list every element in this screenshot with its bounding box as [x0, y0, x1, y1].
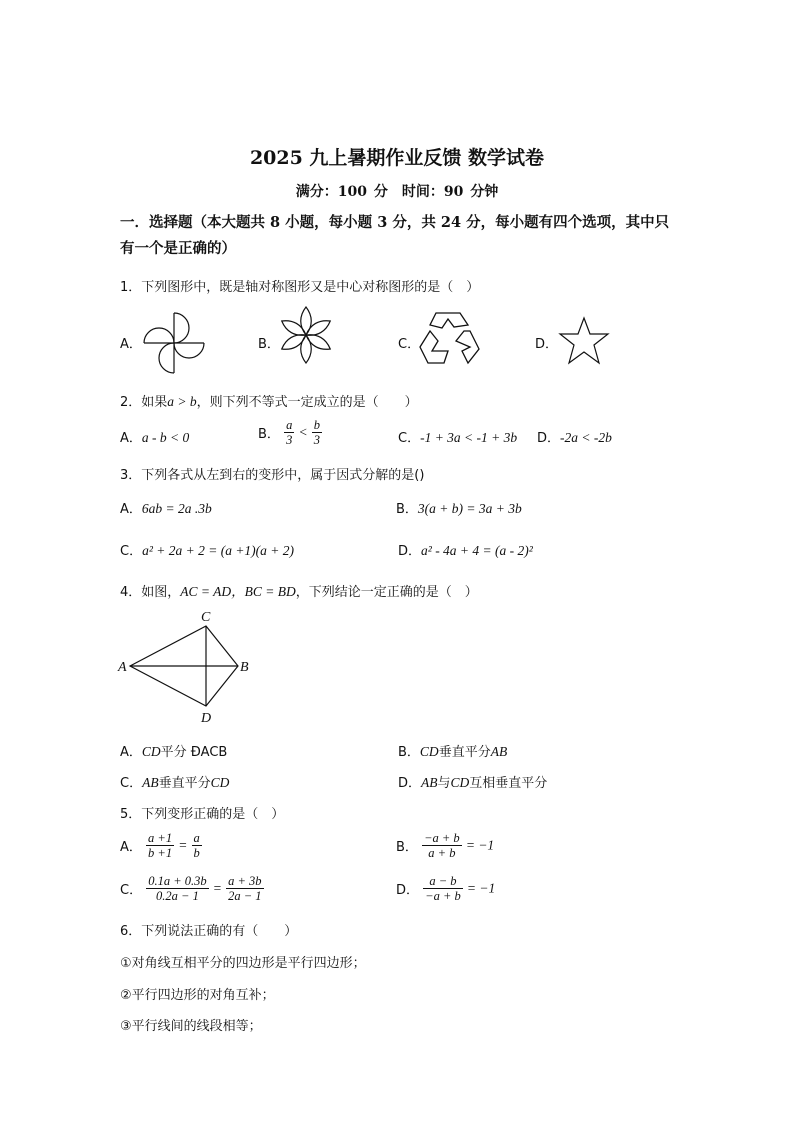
q4-option-d — [398, 772, 547, 791]
q3-option-b-expr: 3(a + b) = 3a + 3b — [417, 501, 522, 516]
q4-option-a — [120, 741, 227, 760]
q2-option-c — [398, 427, 517, 446]
q2-option-b-frac-1: $\frac{a}{3}$ — [286, 418, 293, 447]
q3-option-d — [398, 540, 533, 559]
q5-option-b-rhs: = −1 — [465, 837, 495, 853]
q4-option-d-text: 与 — [437, 776, 451, 791]
page-subtitle: 满分：100 分 时间：90 分钟 — [295, 184, 499, 200]
q4-option-c — [120, 772, 229, 791]
q5-option-b-frac: $\frac{-a + b}{a + b}$ — [424, 831, 460, 860]
q5-option-b — [396, 831, 494, 860]
q4-option-d-math: AB — [421, 775, 438, 790]
q5-option-c — [120, 874, 264, 903]
q4-option-b-math2: AB — [490, 744, 508, 759]
q4-option-a-math: CD — [141, 744, 161, 759]
q4-option-b-text: 垂直平分 — [438, 745, 491, 760]
q2-stem-suffix: ，则下列不等式一定成立的是（ ） — [196, 395, 418, 410]
q4-option-c-math: AB — [142, 775, 159, 790]
q6-statement-3: ③平行线间的线段相等； — [120, 1019, 262, 1034]
q5-option-a-label: A． — [120, 840, 142, 855]
q2-condition: a > b — [167, 394, 197, 409]
point-c-label: C — [201, 610, 211, 625]
q4-option-c-math2: CD — [210, 775, 230, 790]
q2-option-d-label: D． — [537, 431, 561, 446]
q2-option-d — [537, 427, 612, 446]
q2-option-a-expr: a - b < 0 — [141, 430, 190, 445]
point-a-label: A — [118, 660, 127, 675]
q6-statement-1: ①对角线互相平分的四边形是平行四边形； — [120, 956, 366, 971]
q3-option-d-expr: a² - 4a + 4 = (a - 2)² — [421, 543, 533, 558]
question-6-stem: 6．下列说法正确的有（ ） — [120, 924, 298, 939]
q5-option-c-label: C． — [120, 883, 143, 898]
question-3-stem: 3．下列各式从左到右的变形中，属于因式分解的是() — [120, 468, 425, 483]
q5-option-a-frac-1: $\frac{a +1}{b +1}$ — [148, 831, 173, 860]
q5-option-a-frac-2: $\frac{a}{b}$ — [193, 831, 200, 860]
q1-option-d-label: D． — [535, 337, 559, 352]
q4-option-d-label: D． — [398, 776, 422, 791]
q4-condition: AC = AD，BC = BD — [180, 584, 296, 599]
question-1-stem: 1．下列图形中，既是轴对称图形又是中心对称图形的是（ ） — [120, 280, 480, 295]
q1-option-c-label: C． — [398, 337, 421, 352]
q2-option-d-expr: -2a < -2b — [560, 430, 612, 445]
q5-option-d-label: D． — [396, 883, 420, 898]
q4-option-a-label: A． — [120, 745, 142, 760]
recycle-triangle-icon — [418, 311, 480, 367]
q5-option-c-equals: = — [212, 880, 222, 896]
q5-option-b-label: B． — [396, 840, 418, 855]
q2-option-c-expr: -1 + 3a < -1 + 3b — [420, 430, 518, 445]
kite-geometry-figure — [116, 608, 256, 726]
q4-option-a-text: 平分 ÐACB — [160, 745, 228, 760]
q4-option-d-math2: CD — [450, 775, 470, 790]
q5-option-d — [396, 874, 495, 903]
question-4-stem — [120, 580, 478, 600]
q3-option-c — [120, 540, 294, 559]
point-b-label: B — [240, 660, 249, 675]
q4-option-b — [398, 741, 507, 760]
q5-option-d-rhs: = −1 — [466, 880, 496, 896]
q4-option-d-text2: 互相垂直平分 — [469, 776, 548, 791]
q3-option-a-expr: 6ab = 2a .3b — [141, 501, 212, 516]
q2-stem-prefix: 2．如果 — [120, 395, 168, 410]
q4-option-b-label: B． — [398, 745, 420, 760]
q3-option-c-label: C． — [120, 544, 143, 559]
q6-statement-2: ②平行四边形的对角互补； — [120, 988, 275, 1003]
q2-option-b — [258, 418, 322, 447]
q3-option-a — [120, 498, 212, 517]
question-2-stem — [120, 391, 418, 410]
q5-option-c-frac-2: $\frac{a + 3b}{2a - 1}$ — [228, 874, 262, 903]
q3-option-b-label: B． — [396, 502, 418, 517]
q3-option-d-label: D． — [398, 544, 422, 559]
q3-option-b — [396, 498, 522, 517]
q2-option-a — [120, 427, 189, 446]
q5-option-a — [120, 831, 202, 860]
q5-option-c-frac-1: $\frac{0.1a + 0.3b}{0.2a - 1}$ — [148, 874, 207, 903]
q5-option-a-equals: = — [178, 837, 188, 853]
q5-option-d-frac: $\frac{a - b}{-a + b}$ — [425, 874, 461, 903]
page-title: 2025 九上暑期作业反馈 数学试卷 — [249, 147, 545, 169]
q2-option-c-label: C． — [398, 431, 421, 446]
q4-option-c-text: 垂直平分 — [158, 776, 211, 791]
q3-option-c-expr: a² + 2a + 2 = (a +1)(a + 2) — [142, 543, 295, 558]
q2-option-b-operator: < — [298, 424, 308, 440]
section-heading: 一．选择题（本大题共 8 小题，每小题 3 分，共 24 分，每小题有四个选项，其中只有一个是正确的） — [120, 214, 670, 257]
q4-option-b-math: CD — [419, 744, 439, 759]
six-petal-flower-icon — [276, 305, 336, 365]
q4-option-c-label: C． — [120, 776, 143, 791]
q3-option-a-label: A． — [120, 502, 142, 517]
q2-option-a-label: A． — [120, 431, 142, 446]
q2-option-b-label: B． — [258, 427, 280, 442]
point-d-label: D — [201, 711, 212, 726]
q2-option-b-frac-2: $\frac{b}{3}$ — [313, 418, 320, 447]
q4-stem-prefix: 4．如图， — [120, 585, 181, 600]
q1-option-b-label: B． — [258, 337, 280, 352]
pinwheel-icon — [142, 311, 206, 375]
question-5-stem: 5．下列变形正确的是（ ） — [120, 807, 285, 822]
q4-stem-suffix: ，下列结论一定正确的是（ ） — [295, 585, 478, 600]
q1-option-a-label: A． — [120, 337, 142, 352]
five-point-star-icon — [558, 316, 610, 366]
